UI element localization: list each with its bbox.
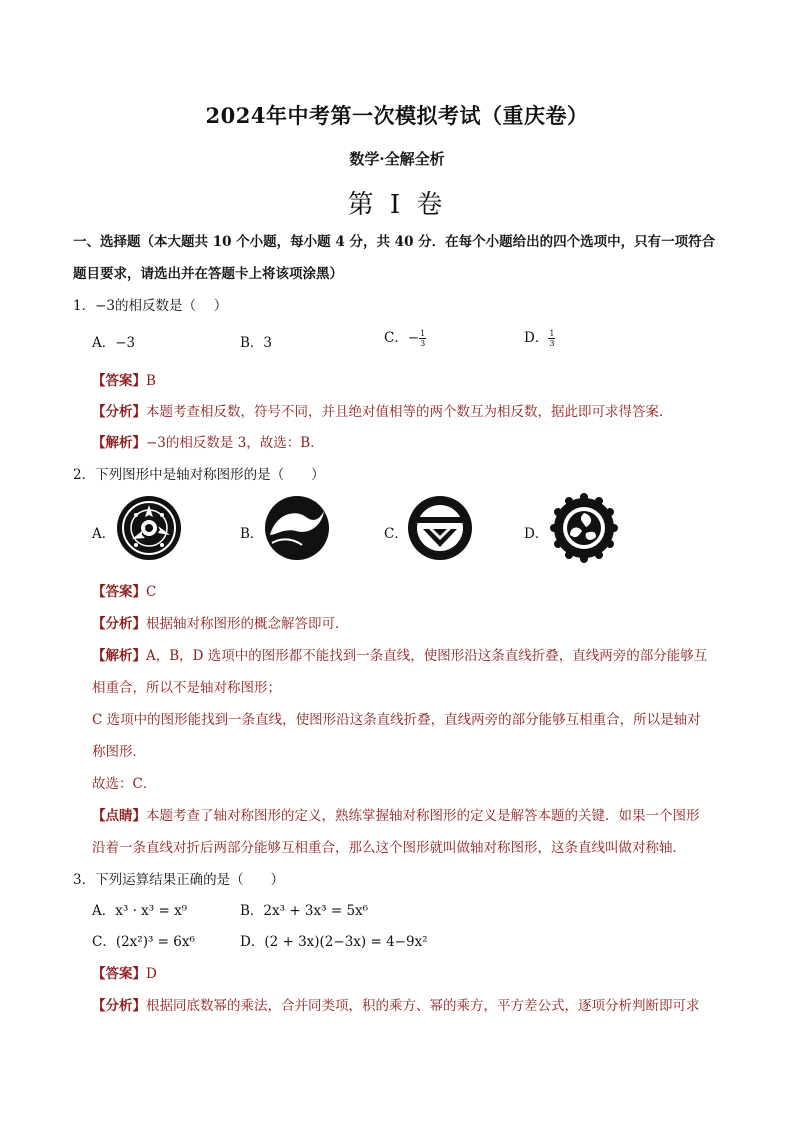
- q2-option-d: D．: [524, 526, 549, 542]
- page-title: 2024年中考第一次模拟考试（重庆卷）: [205, 103, 589, 128]
- q1-option-d: [524, 326, 555, 348]
- q2-solution-line3: C 选项中的图形能找到一条直线，使图形沿这条直线折叠，直线两旁的部分能够互相重合，所以是轴对: [92, 712, 701, 728]
- analysis-text: 根据同底数幂的乘法，合并同类项，积的乘方、幂的乘方，平方差公式，逐项分析判断即可求: [146, 998, 700, 1014]
- analysis-tag: 【分析】: [92, 998, 146, 1014]
- q2-solution-line2: 相重合，所以不是轴对称图形；: [92, 680, 281, 696]
- q2-solution-line4: 称图形．: [92, 744, 146, 760]
- frac-num: 1: [420, 329, 426, 338]
- q2-option-c: C．: [384, 526, 408, 542]
- section-intro-line1: 一、选择题（本大题共 10 个小题，每小题 4 分，共 40 分．在每个小题给出的四个选项中，只有一项符合: [73, 234, 716, 250]
- q1-option-c-label: C．−: [384, 330, 420, 346]
- q1-solution: [92, 431, 324, 451]
- page-subtitle: 数学·全解全析: [349, 150, 445, 168]
- q3-option-c: C．(2x²)³ = 6x⁶: [92, 934, 195, 950]
- q1-option-c: [384, 326, 426, 348]
- analysis-text: 本题考查相反数，符号不同，并且绝对值相等的两个数互为相反数，据此即可求得答案．: [146, 404, 673, 420]
- q3-option-b: B．2x³ + 3x³ = 5x⁶: [240, 903, 369, 919]
- symbol-a-icon: [116, 495, 182, 561]
- answer-value: B: [146, 373, 156, 389]
- q1-option-b: B．3: [240, 335, 273, 351]
- symbol-c-icon: [407, 495, 473, 561]
- q1-answer: [92, 369, 156, 389]
- q3-option-d: D．(2 + 3x)(2−3x) = 4−9x²: [240, 934, 428, 950]
- analysis-tag: 【分析】: [92, 616, 146, 632]
- q2-analysis: [92, 612, 349, 632]
- q2-solution-line5: 故选：C．: [92, 776, 157, 792]
- symbol-d-icon: [548, 493, 620, 563]
- q1-option-a: A．−3: [92, 335, 136, 351]
- q2-comment-line2: 沿着一条直线对折后两部分能够互相重合，那么这个图形就叫做轴对称图形，这条直线叫做对称轴．: [92, 840, 686, 856]
- q1-option-d-label: D．: [524, 330, 549, 346]
- frac-den: 3: [420, 339, 426, 348]
- q3-option-a: A．x³ · x³ = x⁹: [92, 903, 188, 919]
- analysis-text: 根据轴对称图形的概念解答即可．: [146, 616, 349, 632]
- volume-heading: 第 I 卷: [347, 190, 447, 220]
- q2-option-a: A．: [92, 526, 116, 542]
- q1-option-c-fraction: [419, 329, 426, 348]
- q2-comment-line1: [92, 804, 700, 824]
- frac-num: 1: [549, 329, 555, 338]
- q3-stem: 3．下列运算结果正确的是（ ）: [73, 872, 285, 888]
- section-intro-line2: 题目要求，请选出并在答题卡上将该项涂黑）: [73, 266, 343, 282]
- answer-tag: 【答案】: [92, 584, 146, 600]
- q1-stem: 1．−3的相反数是（ ）: [73, 298, 228, 314]
- frac-den: 3: [549, 339, 555, 348]
- q3-answer: [92, 962, 157, 982]
- answer-tag: 【答案】: [92, 373, 146, 389]
- comment-tag: 【点睛】: [92, 808, 146, 824]
- q3-analysis: [92, 994, 700, 1014]
- solution-tag: 【解析】: [92, 435, 146, 451]
- q1-option-d-fraction: [548, 329, 555, 348]
- answer-tag: 【答案】: [92, 966, 146, 982]
- q2-answer: [92, 580, 156, 600]
- q2-option-b: B．: [240, 526, 264, 542]
- analysis-tag: 【分析】: [92, 404, 146, 420]
- q1-analysis: [92, 400, 673, 420]
- comment-text: 本题考查了轴对称图形的定义，熟练掌握轴对称图形的定义是解答本题的关键．如果一个图形: [146, 808, 700, 824]
- symbol-b-icon: [262, 495, 332, 561]
- q2-stem: 2．下列图形中是轴对称图形的是（ ）: [73, 467, 325, 483]
- answer-value: D: [146, 966, 157, 982]
- solution-text: −3的相反数是 3，故选：B．: [146, 435, 324, 451]
- solution-text: A，B，D 选项中的图形都不能找到一条直线，使图形沿这条直线折叠，直线两旁的部分能够互: [146, 648, 708, 664]
- solution-tag: 【解析】: [92, 648, 146, 664]
- answer-value: C: [146, 584, 157, 600]
- q2-solution-line1: [92, 644, 707, 664]
